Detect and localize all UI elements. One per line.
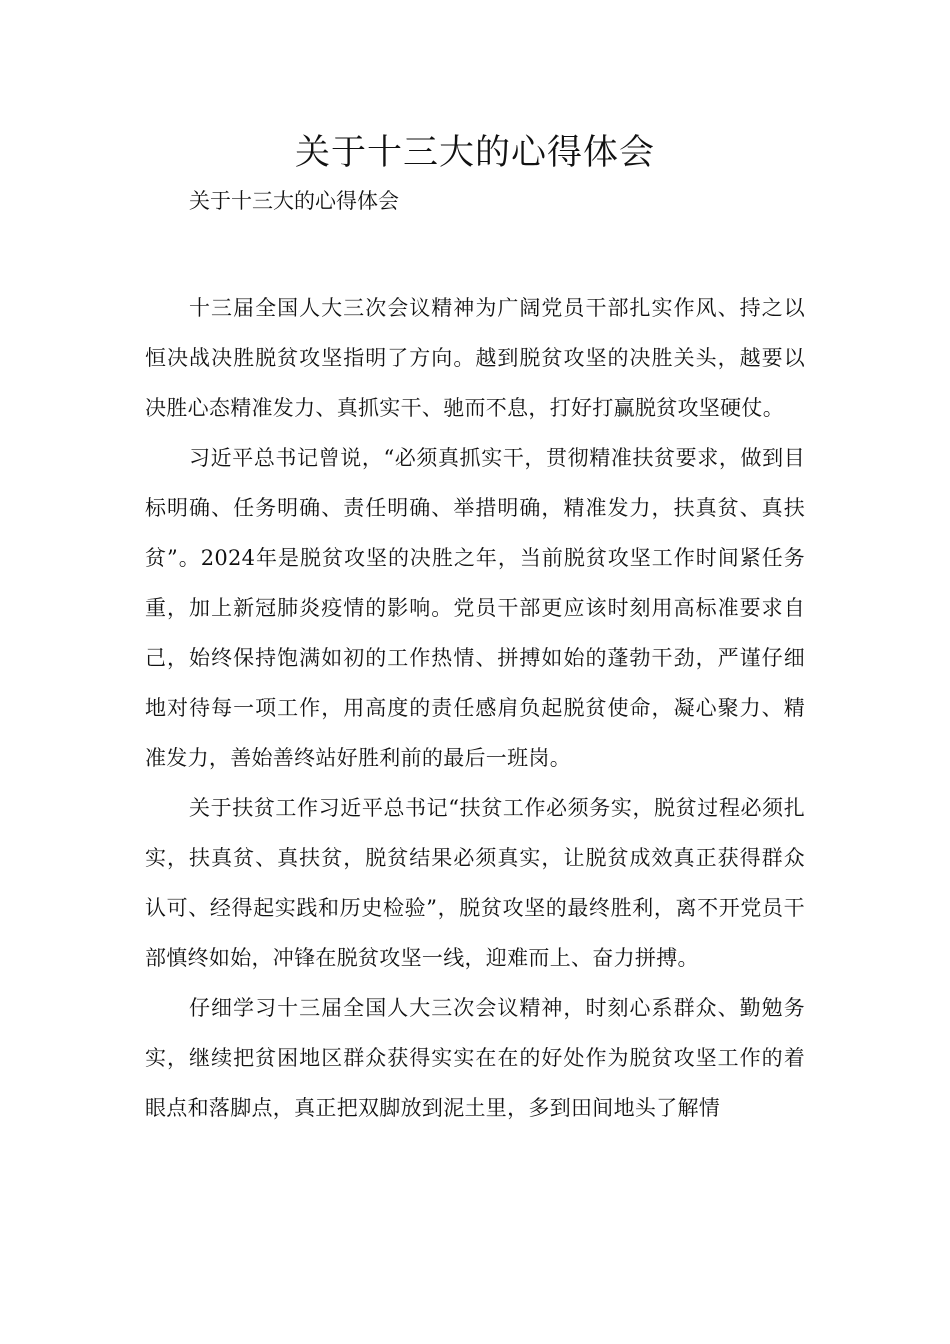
document-body <box>145 283 805 1133</box>
paragraph-1: 十三届全国人大三次会议精神为广阔党员干部扎实作风、持之以恒决战决胜脱贫攻坚指明了方向。越到脱贫攻坚的决胜关头，越要以决胜心态精准发力、真抓实干、驰而不息，打好打赢脱贫攻坚硬仗。 <box>145 296 805 420</box>
document-subtitle: 关于十三大的心得体会 <box>189 189 399 213</box>
paragraph-2: 习近平总书记曾说，“必须真抓实干，贯彻精准扶贫要求，做到目标明确、任务明确、责任明确、举措明确，精准发力，扶真贫、真扶贫”。2024年是脱贫攻坚的决胜之年，当前脱贫攻坚工作时间紧任务重，加上新冠肺炎疫情的影响。党员干部更应该时刻用高标准要求自己，始终保持饱满如初的工作热情、拼搏如始的蓬勃干劲，严谨仔细地对待每一项工作，用高度的责任感肩负起脱贫使命，凝心聚力、精准发力，善始善终站好胜利前的最后一班岗。 <box>145 446 805 770</box>
paragraph-4: 仔细学习十三届全国人大三次会议精神，时刻心系群众、勤勉务实，继续把贫困地区群众获得实实在在的好处作为脱贫攻坚工作的着眼点和落脚点，真正把双脚放到泥土里，多到田间地头了解情 <box>145 996 805 1120</box>
document-title: 关于十三大的心得体会 <box>294 133 655 173</box>
paragraph-3: 关于扶贫工作习近平总书记“扶贫工作必须务实，脱贫过程必须扎实，扶真贫、真扶贫，脱贫结果必须真实，让脱贫成效真正获得群众认可、经得起实践和历史检验”，脱贫攻坚的最终胜利，离不开党员干部慎终如始，冲锋在脱贫攻坚一线，迎难而上、奋力拼搏。 <box>145 796 805 970</box>
